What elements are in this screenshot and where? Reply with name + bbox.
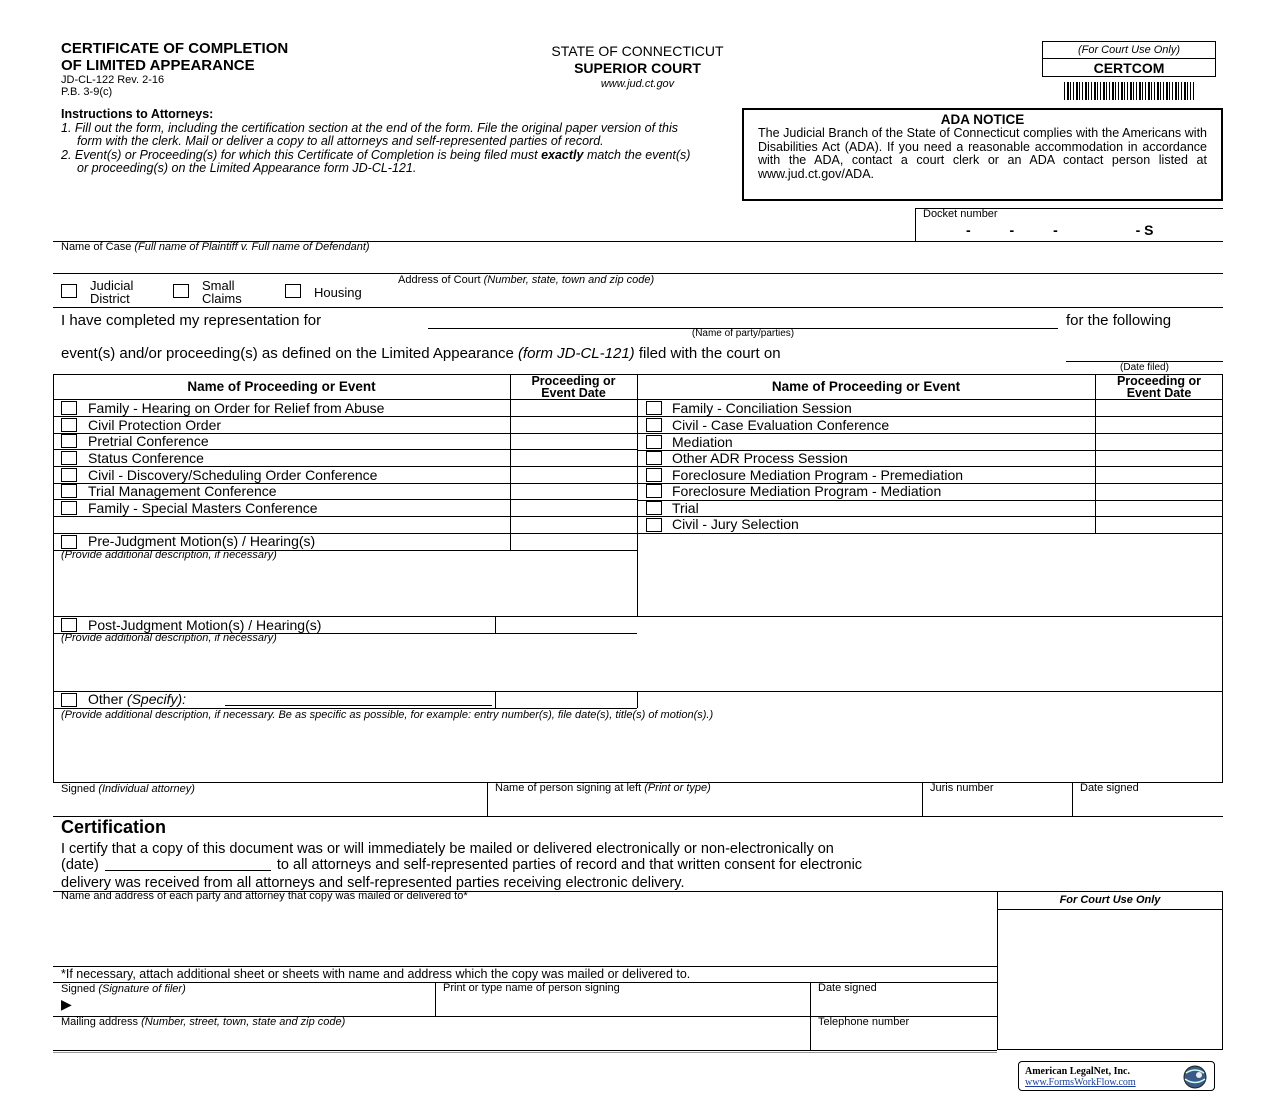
other-checkbox[interactable] <box>61 693 77 707</box>
certification-line2-text: to all attorneys and self-represented parties of record and that written consent for electronic <box>276 857 863 873</box>
small-label-1: Small <box>202 278 235 293</box>
certification-line2 <box>61 857 862 873</box>
date-filed-hint: (Date filed) <box>1120 362 1169 373</box>
play-arrow-icon: ▶ <box>61 996 72 1012</box>
attorney-signed-label <box>61 783 195 795</box>
event-label: Family - Hearing on Order for Relief from Abuse <box>88 400 385 416</box>
event-label: Civil - Case Evaluation Conference <box>672 417 890 433</box>
statement-line2 <box>61 345 781 362</box>
attorney-name-text: Name of person signing at left <box>495 782 642 794</box>
filer-mailing-text: Mailing address <box>61 1016 139 1028</box>
event-label: Trial Management Conference <box>88 483 277 499</box>
filer-print-name-label: Print or type name of person signing <box>443 982 620 994</box>
barcode-icon <box>1064 82 1194 100</box>
filer-date-label: Date signed <box>818 982 877 994</box>
postjudgment-hint: (Provide additional description, if necessary) <box>61 632 277 644</box>
event-checkbox[interactable] <box>61 468 77 482</box>
instruction-item-2 <box>61 149 701 176</box>
certification-line1: I certify that a copy of this document was or will immediately be mailed or delivered electronically or non-electronically on <box>61 841 834 857</box>
mailing-footnote: *If necessary, attach additional sheet or sheets with name and address which the copy was mailed or delivered to. <box>61 967 691 981</box>
event-label: Foreclosure Mediation Program - Premediation <box>672 467 964 483</box>
court-use-only-label: For Court Use Only <box>998 892 1222 910</box>
ada-text: The Judicial Branch of the State of Connecticut complies with the Americans with Disabilities Act (ADA). If you need a reasonable accommodation in accordance with the ADA, contact a court clerk or an ADA contact person listed at www.jud.ct.gov/ADA. <box>758 126 1207 181</box>
right-col-date-1: Proceeding or <box>1116 374 1202 388</box>
filer-signed-text: Signed <box>61 983 96 995</box>
event-checkbox[interactable] <box>61 451 77 465</box>
form-title-line2: OF LIMITED APPEARANCE <box>61 57 255 74</box>
court-address-hint: (Number, state, town and zip code) <box>483 274 655 286</box>
court-name: SUPERIOR COURT <box>574 60 701 76</box>
event-checkbox[interactable] <box>61 418 77 432</box>
certification-line3: delivery was received from all attorneys and self-represented parties receiving electronic delivery. <box>61 875 685 891</box>
filer-mailing-hint: (Number, street, town, state and zip code) <box>141 1016 346 1028</box>
statement-part2: for the following <box>1066 312 1172 329</box>
event-label: Trial <box>672 500 699 516</box>
instructions-heading: Instructions to Attorneys: <box>61 107 214 121</box>
left-col-date-2: Event Date <box>541 386 606 400</box>
instructions <box>61 108 701 176</box>
other-description[interactable] <box>55 724 1220 780</box>
judicial-district-label <box>90 279 133 305</box>
left-col-date-header <box>510 375 637 399</box>
right-col-date-header <box>1095 375 1223 399</box>
court-use-box <box>1042 41 1216 77</box>
instruction-item-2-b: match the event(s) or proceeding(s) on the Limited Appearance form JD-CL-121. <box>77 147 691 175</box>
case-name-label-text: Name of Case <box>61 241 132 253</box>
court-address-label <box>398 274 654 286</box>
attorney-name-hint: (Print or type) <box>644 782 711 794</box>
juris-number-label: Juris number <box>930 782 994 794</box>
attorney-signed-text: Signed <box>61 783 96 795</box>
instruction-item-2-a: 2. Event(s) or Proceeding(s) for which this Certificate of Completion is being filed must <box>61 147 542 162</box>
event-label: Other ADR Process Session <box>672 450 848 466</box>
case-name-input[interactable] <box>53 253 1223 273</box>
certification-date-label: (date) <box>61 857 99 873</box>
postjudgment-description[interactable] <box>55 646 1220 689</box>
event-label: Civil - Jury Selection <box>672 516 799 532</box>
court-website: www.jud.ct.gov <box>600 78 675 90</box>
event-checkbox[interactable] <box>646 501 662 515</box>
ada-heading: ADA NOTICE <box>940 112 1025 127</box>
court-heading <box>500 43 775 90</box>
event-label: Family - Conciliation Session <box>672 400 852 416</box>
event-label: Foreclosure Mediation Program - Mediation <box>672 483 942 499</box>
other-hint: (Provide additional description, if necessary. Be as specific as possible, for example: entry number(s), file date(s), title(s) of motion(s).) <box>61 709 714 721</box>
other-specify-input[interactable] <box>225 705 492 706</box>
american-legalnet-logo[interactable] <box>1018 1061 1215 1091</box>
postjudgment-label: Post-Judgment Motion(s) / Hearing(s) <box>88 617 322 633</box>
event-label: Civil - Discovery/Scheduling Order Conference <box>88 467 378 483</box>
form-title-line1: CERTIFICATE OF COMPLETION <box>61 40 289 57</box>
event-label: Mediation <box>672 434 733 450</box>
docket-label: Docket number <box>923 208 998 220</box>
right-col-name-header: Name of Proceeding or Event <box>771 379 961 394</box>
event-checkbox[interactable] <box>646 451 662 465</box>
attorney-name-label <box>495 782 711 794</box>
event-checkbox[interactable] <box>646 468 662 482</box>
filer-phone-label: Telephone number <box>818 1016 910 1028</box>
judicial-district-checkbox[interactable] <box>61 284 77 298</box>
event-label: Civil Protection Order <box>88 417 222 433</box>
mailing-list-input[interactable] <box>55 904 995 964</box>
court-use-only-box <box>997 891 1223 1050</box>
form-title <box>61 40 288 74</box>
small-claims-checkbox[interactable] <box>173 284 189 298</box>
event-checkbox[interactable] <box>646 418 662 432</box>
prejudgment-hint: (Provide additional description, if necessary) <box>61 549 277 561</box>
form-number: JD-CL-122 Rev. 2-16 <box>61 74 165 86</box>
instruction-item-1: 1. Fill out the form, including the certification section at the end of the form. File the original paper version of this form with the clerk. Mail or deliver a copy to all attorneys and self-represented parties of record. <box>61 120 678 148</box>
certification-heading: Certification <box>61 817 167 837</box>
event-checkbox[interactable] <box>61 501 77 515</box>
event-checkbox[interactable] <box>61 401 77 415</box>
practice-book: P.B. 3-9(c) <box>61 86 113 98</box>
other-label-text: Other <box>88 691 124 707</box>
event-checkbox[interactable] <box>61 434 77 448</box>
housing-label: Housing <box>314 285 362 300</box>
statement-form-ref: (form JD-CL-121) <box>517 345 635 362</box>
prejudgment-description[interactable] <box>55 562 1220 614</box>
globe-icon <box>1177 1064 1213 1090</box>
mailing-list-label: Name and address of each party and attorney that copy was mailed or delivered to* <box>61 890 468 902</box>
other-specify: (Specify): <box>126 691 187 707</box>
event-checkbox[interactable] <box>61 484 77 498</box>
event-checkbox[interactable] <box>646 518 662 532</box>
instruction-item-2-bold: exactly <box>541 147 584 162</box>
small-claims-label <box>202 279 242 305</box>
logo-url[interactable]: www.FormsWorkFlow.com <box>1025 1077 1136 1088</box>
statement-part1: I have completed my representation for <box>61 312 322 329</box>
case-name-hint: (Full name of Plaintiff v. Full name of Defendant) <box>134 241 370 253</box>
event-checkbox[interactable] <box>646 401 662 415</box>
event-label: Family - Special Masters Conference <box>88 500 318 516</box>
right-col-date-2: Event Date <box>1126 386 1192 400</box>
event-checkbox[interactable] <box>646 435 662 449</box>
other-label <box>88 691 186 707</box>
filer-mailing-label <box>61 1016 345 1028</box>
form-number-block <box>61 74 164 98</box>
case-name-label <box>61 241 370 253</box>
statement-part4: filed with the court on <box>638 345 781 362</box>
certification-date-input[interactable] <box>105 870 271 871</box>
prejudgment-checkbox[interactable] <box>61 535 77 549</box>
event-label: Pretrial Conference <box>88 433 209 449</box>
judicial-label-1: Judicial <box>90 278 134 293</box>
event-label: Status Conference <box>88 450 204 466</box>
date-signed-label: Date signed <box>1080 782 1139 794</box>
postjudgment-checkbox[interactable] <box>61 618 77 632</box>
filer-signed-hint: (Signature of filer) <box>98 983 186 995</box>
filer-signed-label <box>61 983 186 995</box>
judicial-label-2: District <box>90 291 130 306</box>
housing-checkbox[interactable] <box>285 284 301 298</box>
statement-part3: event(s) and/or proceeding(s) as defined on the Limited Appearance <box>61 345 514 362</box>
attorney-signed-hint: (Individual attorney) <box>98 783 195 795</box>
state-name: STATE OF CONNECTICUT <box>551 43 724 59</box>
court-address-label-text: Address of Court <box>398 274 481 286</box>
court-use-label: (For Court Use Only) <box>1043 42 1215 59</box>
left-col-name-header: Name of Proceeding or Event <box>187 379 376 394</box>
party-hint: (Name of party/parties) <box>691 328 795 339</box>
logo-company: American LegalNet, Inc. <box>1025 1066 1130 1077</box>
small-label-2: Claims <box>202 291 242 306</box>
event-checkbox[interactable] <box>646 484 662 498</box>
docket-number-field[interactable]: - - - - S <box>966 222 1154 238</box>
court-code: CERTCOM <box>1093 60 1165 76</box>
ada-notice <box>742 108 1223 201</box>
left-col-date-1: Proceeding or <box>531 374 616 388</box>
prejudgment-label: Pre-Judgment Motion(s) / Hearing(s) <box>88 533 316 549</box>
